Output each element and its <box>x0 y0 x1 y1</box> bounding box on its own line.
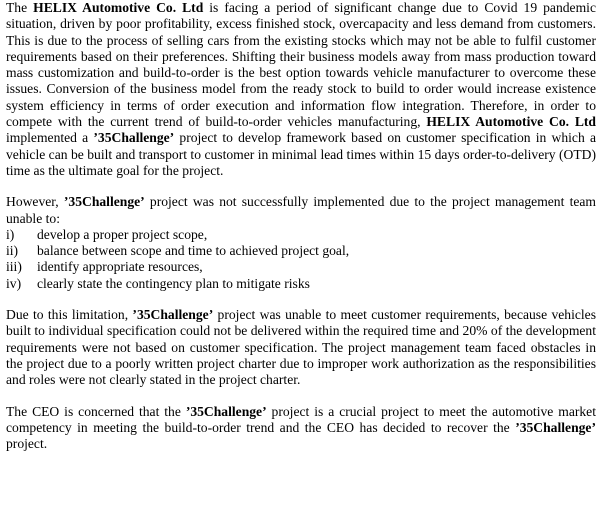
text-run: project was not successfully implemented due to the project management team unable to: <box>6 194 597 226</box>
list-item <box>6 227 596 243</box>
text-run: project to develop framework based on customer specification in which a vehicle can be built and transport to customer in minimal lead times within 15 days order-to-delivery (OTD) time as the ultimate goal for the project. <box>6 130 596 178</box>
list-item <box>6 259 596 275</box>
project-name: ’35Challenge’ <box>132 307 214 323</box>
list-item-number: i) <box>6 226 15 242</box>
company-name: HELIX Automotive Co. Ltd <box>33 0 204 15</box>
text-run: The <box>6 0 34 15</box>
list-item-text: balance between scope and time to achieved project goal, <box>37 243 350 259</box>
paragraph-spacer <box>6 179 596 194</box>
paragraph-spacer <box>6 389 596 404</box>
paragraph-ceo-concern <box>6 404 596 453</box>
text-run: However, <box>6 194 64 210</box>
list-item-text: clearly state the contingency plan to mitigate risks <box>37 275 310 291</box>
list-item-number: ii) <box>6 243 19 259</box>
list-item-number: iv) <box>6 275 22 291</box>
list-item-number: iii) <box>6 259 22 275</box>
failure-reasons-list <box>6 227 596 292</box>
project-name: ’35Challenge’ <box>185 403 267 419</box>
company-name: HELIX Automotive Co. Ltd <box>426 114 596 130</box>
text-run: project is a crucial project to meet the automotive market competency in meeting the build-to-order trend and the CEO has decided to recover the <box>6 403 596 435</box>
paragraph-spacer <box>6 292 596 307</box>
text-run: The CEO is concerned that the <box>6 403 186 419</box>
text-run: project. <box>6 436 48 452</box>
list-item-text: develop a proper project scope, <box>37 226 208 242</box>
list-item <box>6 276 596 292</box>
text-run: implemented a <box>6 130 94 146</box>
paragraph-limitation <box>6 307 596 388</box>
project-name: ’35Challenge’ <box>93 130 175 146</box>
text-run: is facing a period of significant change due to Covid 19 pandemic situation, driven by poor profitability, excess finished stock, overcapacity and less demand from customers. This is due to the process of selling cars from the existing stocks which may not be able to fulfil customer requirements based on their preferences. Shifting their business models away from mass production toward mass customization and build-to-order is the best option towards vehicle manufacturer to overcome these issues. Conversion of the business model from the ready stock to build to order would increase existence system efficiency in terms of order execution and information flow integration. Therefore, in order to compete with the current trend of build-to-order vehicles manufacturing, <box>6 0 596 130</box>
paragraph-failure-intro <box>6 194 596 227</box>
text-run: Due to this limitation, <box>6 307 133 323</box>
text-run: project was unable to meet customer requirements, because vehicles built to individual specification could not be delivered within the required time and 20% of the development requirements were not based on customer specification. The project management team faced obstacles in the project due to a poorly written project charter due to improper work authorization as the responsibilities and roles were not clearly stated in the project charter. <box>6 307 596 388</box>
project-name: ’35Challenge’ <box>63 194 145 210</box>
project-name: ’35Challenge’ <box>515 419 596 435</box>
list-item-text: identify appropriate resources, <box>37 259 203 275</box>
list-item <box>6 243 596 259</box>
paragraph-company-background <box>6 0 596 179</box>
